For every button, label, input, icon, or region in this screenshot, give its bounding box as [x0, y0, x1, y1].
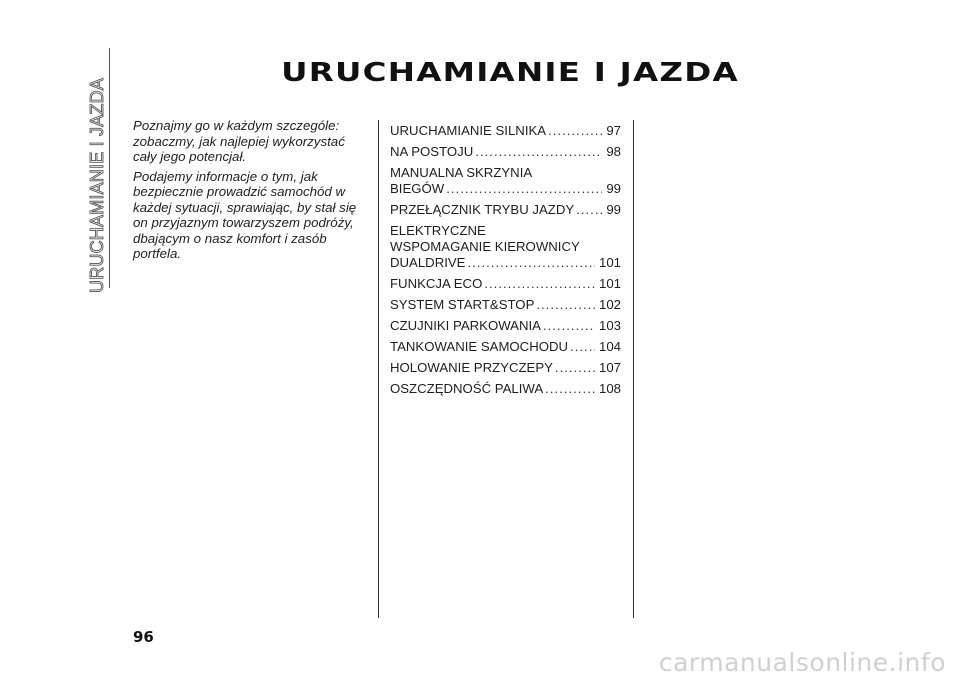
toc-label[interactable]: SYSTEM START&STOP [390, 297, 535, 312]
page-number: 96 [133, 628, 154, 646]
toc-page-number[interactable]: 101 [598, 276, 621, 291]
side-chapter-label: URUCHAMIANIE I JAZDA [87, 77, 107, 293]
toc-leader [536, 297, 595, 313]
toc-entry-tankowanie-samochodu[interactable] [390, 339, 621, 355]
toc-label[interactable]: CZUJNIKI PARKOWANIA [390, 318, 541, 333]
side-chapter-tab [86, 48, 108, 293]
toc-page-number[interactable]: 101 [598, 255, 621, 270]
toc-label-line[interactable]: ELEKTRYCZNE [390, 223, 486, 238]
toc-leader [467, 255, 595, 271]
toc-label[interactable]: OSZCZĘDNOŚĆ PALIWA [390, 381, 544, 396]
intro-paragraph-2: Podajemy informacje o tym, jak bezpiecznie prowadzić samochód w każdej sytuacji, sprawiając, by stał się on przyjaznym towarzyszem podróży, dbającym o nasz komfort i zasób portfela. [133, 168, 357, 261]
toc-page-number[interactable]: 104 [598, 339, 621, 354]
intro-text [133, 118, 358, 266]
column-divider-right [633, 120, 634, 618]
toc-page-number[interactable]: 99 [606, 202, 621, 217]
toc-label[interactable]: BIEGÓW [390, 181, 445, 196]
watermark: carmanualsonline.info [658, 648, 946, 677]
toc-page-number[interactable]: 107 [598, 360, 621, 375]
toc-leader [555, 360, 595, 376]
toc-entry-na-postoju[interactable] [390, 144, 621, 160]
toc-leader [543, 318, 595, 334]
toc-page-number[interactable]: 108 [598, 381, 621, 396]
toc-leader [446, 181, 602, 197]
toc-label[interactable]: URUCHAMIANIE SILNIKA [390, 123, 547, 138]
toc-label[interactable]: PRZEŁĄCZNIK TRYBU JAZDY [390, 202, 575, 217]
toc-label-line[interactable]: WSPOMAGANIE KIEROWNICY [390, 239, 580, 254]
page-title: URUCHAMIANIE I JAZDA [281, 58, 739, 88]
toc-label[interactable]: TANKOWANIE SAMOCHODU [390, 339, 569, 354]
side-rule [109, 48, 110, 288]
toc-entry-dualdrive[interactable] [390, 223, 621, 271]
table-of-contents [390, 123, 621, 402]
toc-entry-oszczednosc-paliwa[interactable] [390, 381, 621, 397]
toc-page-number[interactable]: 103 [598, 318, 621, 333]
toc-leader [484, 276, 595, 292]
toc-entry-holowanie-przyczepy[interactable] [390, 360, 621, 376]
intro-paragraph-1: Poznajmy go w każdym szczególe: zobaczmy, jak najlepiej wykorzystać cały jego potencjał. [133, 118, 345, 164]
toc-leader [475, 144, 602, 160]
column-divider-left [378, 120, 379, 618]
toc-page-number[interactable]: 102 [598, 297, 621, 312]
toc-leader [570, 339, 595, 355]
toc-label[interactable]: DUALDRIVE [390, 255, 466, 270]
toc-entry-system-start-stop[interactable] [390, 297, 621, 313]
toc-entry-manualna-skrzynia-biegow[interactable] [390, 165, 621, 197]
toc-leader [576, 202, 602, 218]
toc-page-number[interactable]: 99 [606, 181, 621, 196]
toc-page-number[interactable]: 98 [606, 144, 621, 159]
toc-label[interactable]: FUNKCJA ECO [390, 276, 483, 291]
toc-label[interactable]: HOLOWANIE PRZYCZEPY [390, 360, 553, 375]
toc-entry-przelacznik-trybu-jazdy[interactable] [390, 202, 621, 218]
toc-page-number[interactable]: 97 [606, 123, 621, 138]
toc-label[interactable]: NA POSTOJU [390, 144, 474, 159]
toc-entry-funkcja-eco[interactable] [390, 276, 621, 292]
toc-leader [548, 123, 602, 139]
toc-entry-czujniki-parkowania[interactable] [390, 318, 621, 334]
toc-leader [545, 381, 595, 397]
toc-entry-uruchamianie-silnika[interactable] [390, 123, 621, 139]
toc-label-line[interactable]: MANUALNA SKRZYNIA [390, 165, 533, 180]
